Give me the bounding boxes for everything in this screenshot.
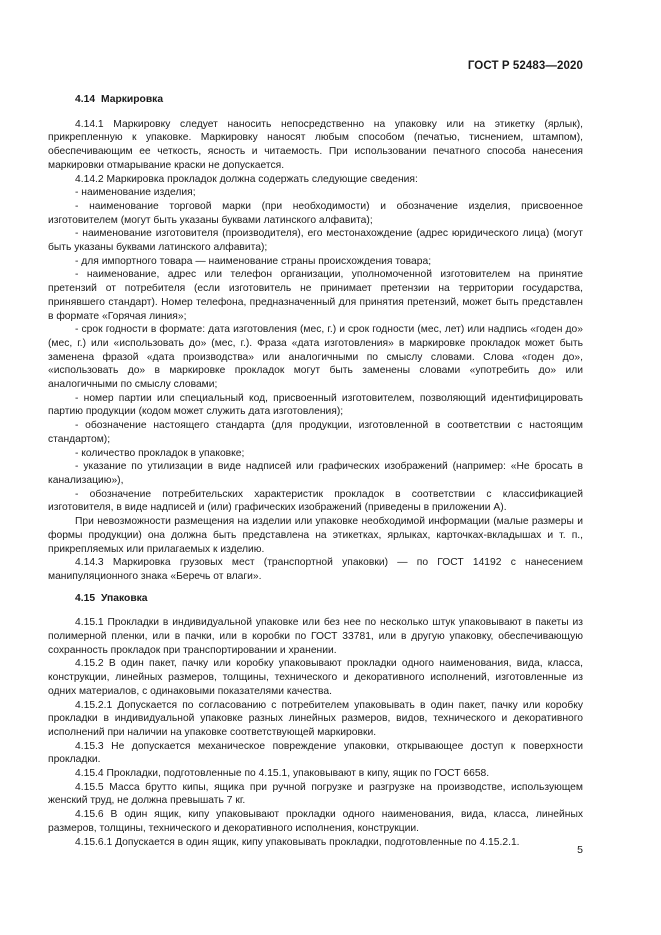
paragraph: 4.15.2.1 Допускается по согласованию с потребителем упаковывать в один пакет, пачку или коробку прокладки в индивидуальной упаковке разных линейных размеров, видов, технического и декоративного исполнений при наличии на упаковке соответствующей маркировки. <box>48 699 583 738</box>
list-item: - срок годности в формате: дата изготовления (мес, г.) и срок годности (мес, лет) или надпись «годен до» (мес, г.) или «использовать до» (мес, г.). Фраза «дата изготовления» в маркировке прокладок может быть заменена фразой «дата производства» или аналогичными по смыслу словами. Слова «годен до», «использовать до» в маркировке прокладок могут быть заменены словами «употребить до» или аналогичными по смыслу словами; <box>48 324 583 391</box>
section-title: Упаковка <box>101 592 148 604</box>
paragraph: 4.15.3 Не допускается механическое повреждение упаковки, открывающее доступ к поверхности прокладки. <box>48 740 583 766</box>
list-item: - обозначение настоящего стандарта (для продукции, изготовленной в соответствии с настоящим стандартом); <box>48 420 583 445</box>
list-item: - наименование, адрес или телефон организации, уполномоченной изготовителем на принятие претензий от потребителя (если изготовитель не принимает претензии на территории государства, принявшего стандарт). Номер телефона, предназначенный для принятия претензий, может быть представлен в формате «Горячая линия»; <box>48 269 583 322</box>
paragraph: 4.15.1 Прокладки в индивидуальной упаковке или без нее по несколько штук упаковывают в пакеты из полимерной пленки, или в пачки, или в коробки по ГОСТ 33781, или в другую упаковку, обеспечивающую сохранность прокладок при транспортировании и хранении. <box>48 617 583 656</box>
paragraph: 4.15.4 Прокладки, подготовленные по 4.15.1, упаковывают в кипу, ящик по ГОСТ 6658. <box>75 768 490 780</box>
list-item: - наименование торговой марки (при необходимости) и обозначение изделия, присвоенное изготовителем (могут быть указаны буквами латинского алфавита); <box>48 200 583 226</box>
paragraph: 4.14.2 Маркировка прокладок должна содержать следующие сведения: <box>75 173 418 185</box>
section-number: 4.14 <box>75 94 96 105</box>
page-number: 5 <box>577 844 583 856</box>
list-item: - номер партии или специальный код, присвоенный изготовителем, позволяющий идентифицировать партию продукции (кодом может служить дата изготовления); <box>48 392 583 418</box>
section-heading-packaging <box>48 592 583 606</box>
list-item: - количество прокладок в упаковке; <box>75 447 245 459</box>
section-heading-marking <box>48 93 583 107</box>
section-number: 4.15 <box>75 592 96 604</box>
paragraph: 4.15.6.1 Допускается в один ящик, кипу упаковывать прокладки, подготовленные по 4.15.2.1. <box>75 836 520 848</box>
document-body <box>48 88 583 849</box>
list-item: - наименование изготовителя (производителя), его местонахождение (адрес юридического лица) (могут быть указаны буквами латинского алфавита); <box>48 228 583 254</box>
list-item: - для импортного товара — наименование страны происхождения товара; <box>75 255 432 267</box>
paragraph: 4.15.5 Масса брутто кипы, ящика при ручной погрузке и разгрузке на производстве, использующем женский труд, не должна превышать 7 кг. <box>48 781 583 807</box>
list-item: - обозначение потребительских характеристик прокладок в соответствии с классификацией изготовителя, в виде надписей и (или) графических изображений (приведены в приложении А). <box>48 488 583 514</box>
list-item: - наименование изделия; <box>75 187 196 199</box>
paragraph: 4.15.6 В один ящик, кипу упаковывают прокладки одного наименования, вида, класса, линейных размеров, толщины, технического и декоративного исполнения, конструкции. <box>48 809 583 834</box>
paragraph: 4.14.3 Маркировка грузовых мест (транспортной упаковки) — по ГОСТ 14192 с нанесением манипуляционного знака «Беречь от влаги». <box>48 557 583 582</box>
paragraph: 4.15.2 В один пакет, пачку или коробку упаковывают прокладки одного наименования, вида, класса, конструкции, линейных размеров, толщины, технического и декоративного исполнений, изготовленные из одних материалов, с одинаковыми показателями качества. <box>48 658 583 697</box>
list-item: - указание по утилизации в виде надписей или графических изображений (например: «Не бросать в канализацию»), <box>48 461 583 486</box>
paragraph: При невозможности размещения на изделии или упаковке необходимой информации (малые размеры и формы продукции) она должна быть представлена на этикетках, ярлыках, карточках-вкладышах и т. п., прикрепляемых или прилагаемых к изделию. <box>48 516 583 555</box>
document-header: ГОСТ Р 52483—2020 <box>467 60 583 72</box>
section-title: Маркировка <box>101 94 164 105</box>
paragraph: 4.14.1 Маркировку следует наносить непосредственно на упаковку или на этикетку (ярлык), прикрепленную к упаковке. Маркировку наносят любым способом (печатью, тиснением, штампом), обеспечивающим ее четкость, ясность и читаемость. При использовании печатного способа нанесения маркировки отмарывание краски не допускается. <box>48 118 583 171</box>
